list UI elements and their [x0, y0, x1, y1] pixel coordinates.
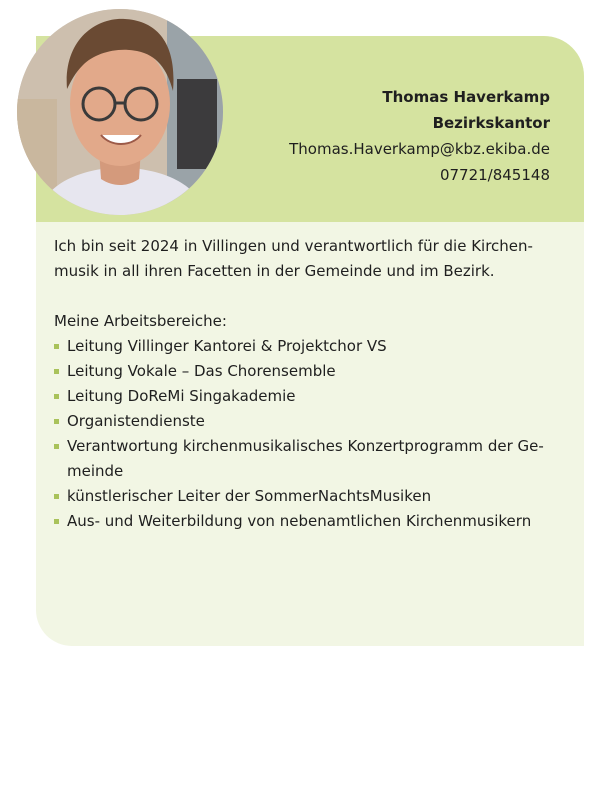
bio-section — [54, 234, 564, 534]
list-item — [54, 484, 564, 509]
bullet-icon — [54, 444, 59, 449]
list-item — [54, 384, 564, 409]
intro-line: musik in all ihren Facetten in der Gemeinde und im Bezirk. — [54, 262, 495, 280]
bullet-icon — [54, 394, 59, 399]
list-item-text: Leitung DoReMi Singakademie — [67, 387, 296, 405]
list-item — [54, 409, 564, 434]
list-item-text: meinde — [67, 462, 124, 480]
bullet-icon — [54, 419, 59, 424]
areas-list — [54, 334, 564, 534]
list-item-text: Organistendienste — [67, 412, 205, 430]
contact-name: Thomas Haverkamp — [382, 88, 550, 106]
intro-line: Ich bin seit 2024 in Villingen und verantwortlich für die Kirchen- — [54, 237, 533, 255]
bullet-icon — [54, 519, 59, 524]
list-item-text: Verantwortung kirchenmusikalisches Konzertprogramm der Ge- — [67, 437, 544, 455]
intro-text — [54, 234, 564, 284]
list-item-text: Aus- und Weiterbildung von nebenamtlichen Kirchenmusikern — [67, 512, 532, 530]
contact-role: Bezirkskantor — [432, 114, 550, 132]
bullet-icon — [54, 344, 59, 349]
bullet-icon — [54, 494, 59, 499]
list-item — [54, 359, 564, 384]
contact-email[interactable]: Thomas.Haverkamp@kbz.ekiba.de — [289, 140, 550, 158]
list-item — [54, 434, 564, 484]
bullet-icon — [54, 369, 59, 374]
portrait-photo — [17, 9, 223, 215]
areas-heading: Meine Arbeitsbereiche: — [54, 312, 227, 330]
list-item — [54, 334, 564, 359]
list-item-text: Leitung Vokale – Das Chorensemble — [67, 362, 336, 380]
contact-block — [289, 84, 550, 188]
list-item-text: Leitung Villinger Kantorei & Projektchor VS — [67, 337, 387, 355]
contact-phone[interactable]: 07721/845148 — [439, 166, 550, 184]
list-item-text: künstlerischer Leiter der SommerNachtsMusiken — [67, 487, 432, 505]
list-item — [54, 509, 564, 534]
